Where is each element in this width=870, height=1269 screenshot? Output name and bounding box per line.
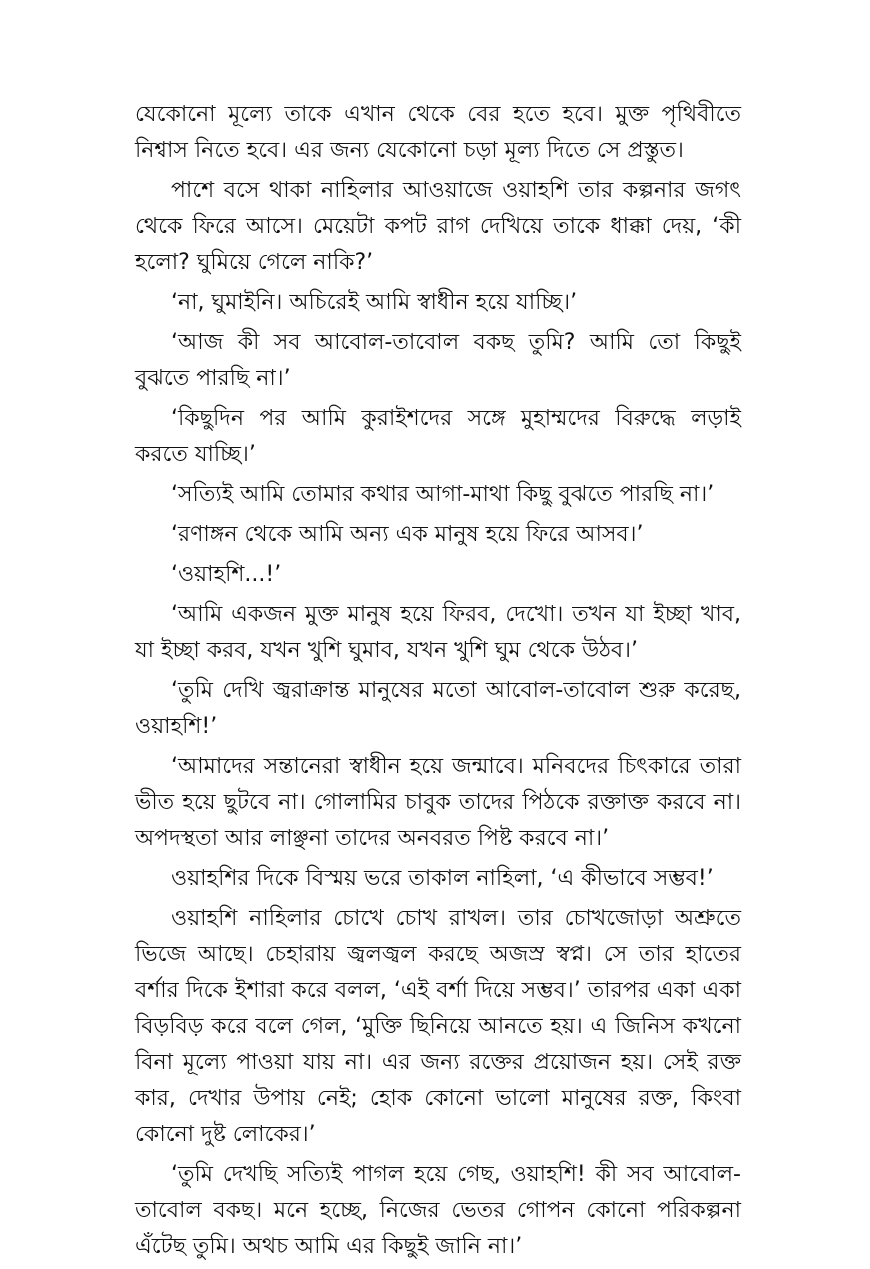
paragraph-5: ‘কিছুদিন পর আমি কুরাইশদের সঙ্গে মুহাম্মদের বিরুদ্ধে লড়াই করতে যাচ্ছি।’ [135, 406, 741, 467]
paragraph-7: ‘রণাঙ্গন থেকে আমি অন্য এক মানুষ হয়ে ফিরে আসব।’ [171, 522, 644, 547]
page-body-text [135, 97, 741, 1269]
paragraph-6: ‘সত্যিই আমি তোমার কথার আগা-মাথা কিছু বুঝতে পারছি না।’ [171, 482, 715, 507]
paragraph-4: ‘আজ কী সব আবোল-তাবোল বকছ তুমি? আমি তো কিছুই বুঝতে পারছি না।’ [135, 330, 741, 391]
paragraph-8: ‘ওয়াহশি...!’ [171, 562, 282, 587]
paragraph-12: ওয়াহশির দিকে বিস্ময় ভরে তাকাল নাহিলা, ‘এ কীভাবে সম্ভব!’ [171, 866, 714, 891]
paragraph-14: ‘তুমি দেখছি সত্যিই পাগল হয়ে গেছ, ওয়াহশি! কী সব আবোল-তাবোল বকছ। মনে হচ্ছে, নিজের ভেতর গোপন কোনো পরিকল্পনা এঁটেছ তুমি। অথচ আমি এর কিছুই জানি না।’ [135, 1162, 741, 1259]
paragraph-2: পাশে বসে থাকা নাহিলার আওয়াজে ওয়াহশি তার কল্পনার জগৎ থেকে ফিরে আসে। মেয়েটা কপট রাগ দেখিয়ে তাকে ধাক্কা দেয়, ‘কী হলো? ঘুমিয়ে গেলে নাকি?’ [135, 178, 741, 275]
paragraph-10: ‘তুমি দেখি জ্বরাক্রান্ত মানুষের মতো আবোল-তাবোল শুরু করেছ, ওয়াহশি!’ [135, 678, 741, 739]
paragraph-13: ওয়াহশি নাহিলার চোখে চোখ রাখল। তার চোখজোড়া অশ্রুতে ভিজে আছে। চেহারায় জ্বলজ্বল করছে অজস্র স্বপ্ন। সে তার হাতের বর্শার দিকে ইশারা করে বলল, ‘এই বর্শা দিয়ে সম্ভব।’ তারপর একা একা বিড়বিড় করে বলে গেল, ‘মুক্তি ছিনিয়ে আনতে হয়। এ জিনিস কখনো বিনা মূল্যে পাওয়া যায় না। এর জন্য রক্তের প্রয়োজন হয়। সেই রক্ত কার, দেখার উপায় নেই; হোক কোনো ভালো মানুষের রক্ত, কিংবা কোনো দুষ্ট লোকের।’ [135, 906, 741, 1147]
paragraph-11: ‘আমাদের সন্তানেরা স্বাধীন হয়ে জন্মাবে। মনিবদের চিৎকারে তারা ভীত হয়ে ছুটবে না। গোলামির চাবুক তাদের পিঠকে রক্তাক্ত করবে না। অপদস্থতা আর লাঞ্ছনা তাদের অনবরত পিষ্ট করবে না।’ [135, 754, 741, 851]
paragraph-1: যেকোনো মূল্যে তাকে এখান থেকে বের হতে হবে। মুক্ত পৃথিবীতে নিশ্বাস নিতে হবে। এর জন্য যেকোনো চড়া মূল্য দিতে সে প্রস্তুত। [135, 102, 741, 163]
paragraph-9: ‘আমি একজন মুক্ত মানুষ হয়ে ফিরব, দেখো। তখন যা ইচ্ছা খাব, যা ইচ্ছা করব, যখন খুশি ঘুমাব, যখন খুশি ঘুম থেকে উঠব।’ [135, 602, 741, 663]
paragraph-3: ‘না, ঘুমাইনি। অচিরেই আমি স্বাধীন হয়ে যাচ্ছি।’ [171, 290, 578, 315]
